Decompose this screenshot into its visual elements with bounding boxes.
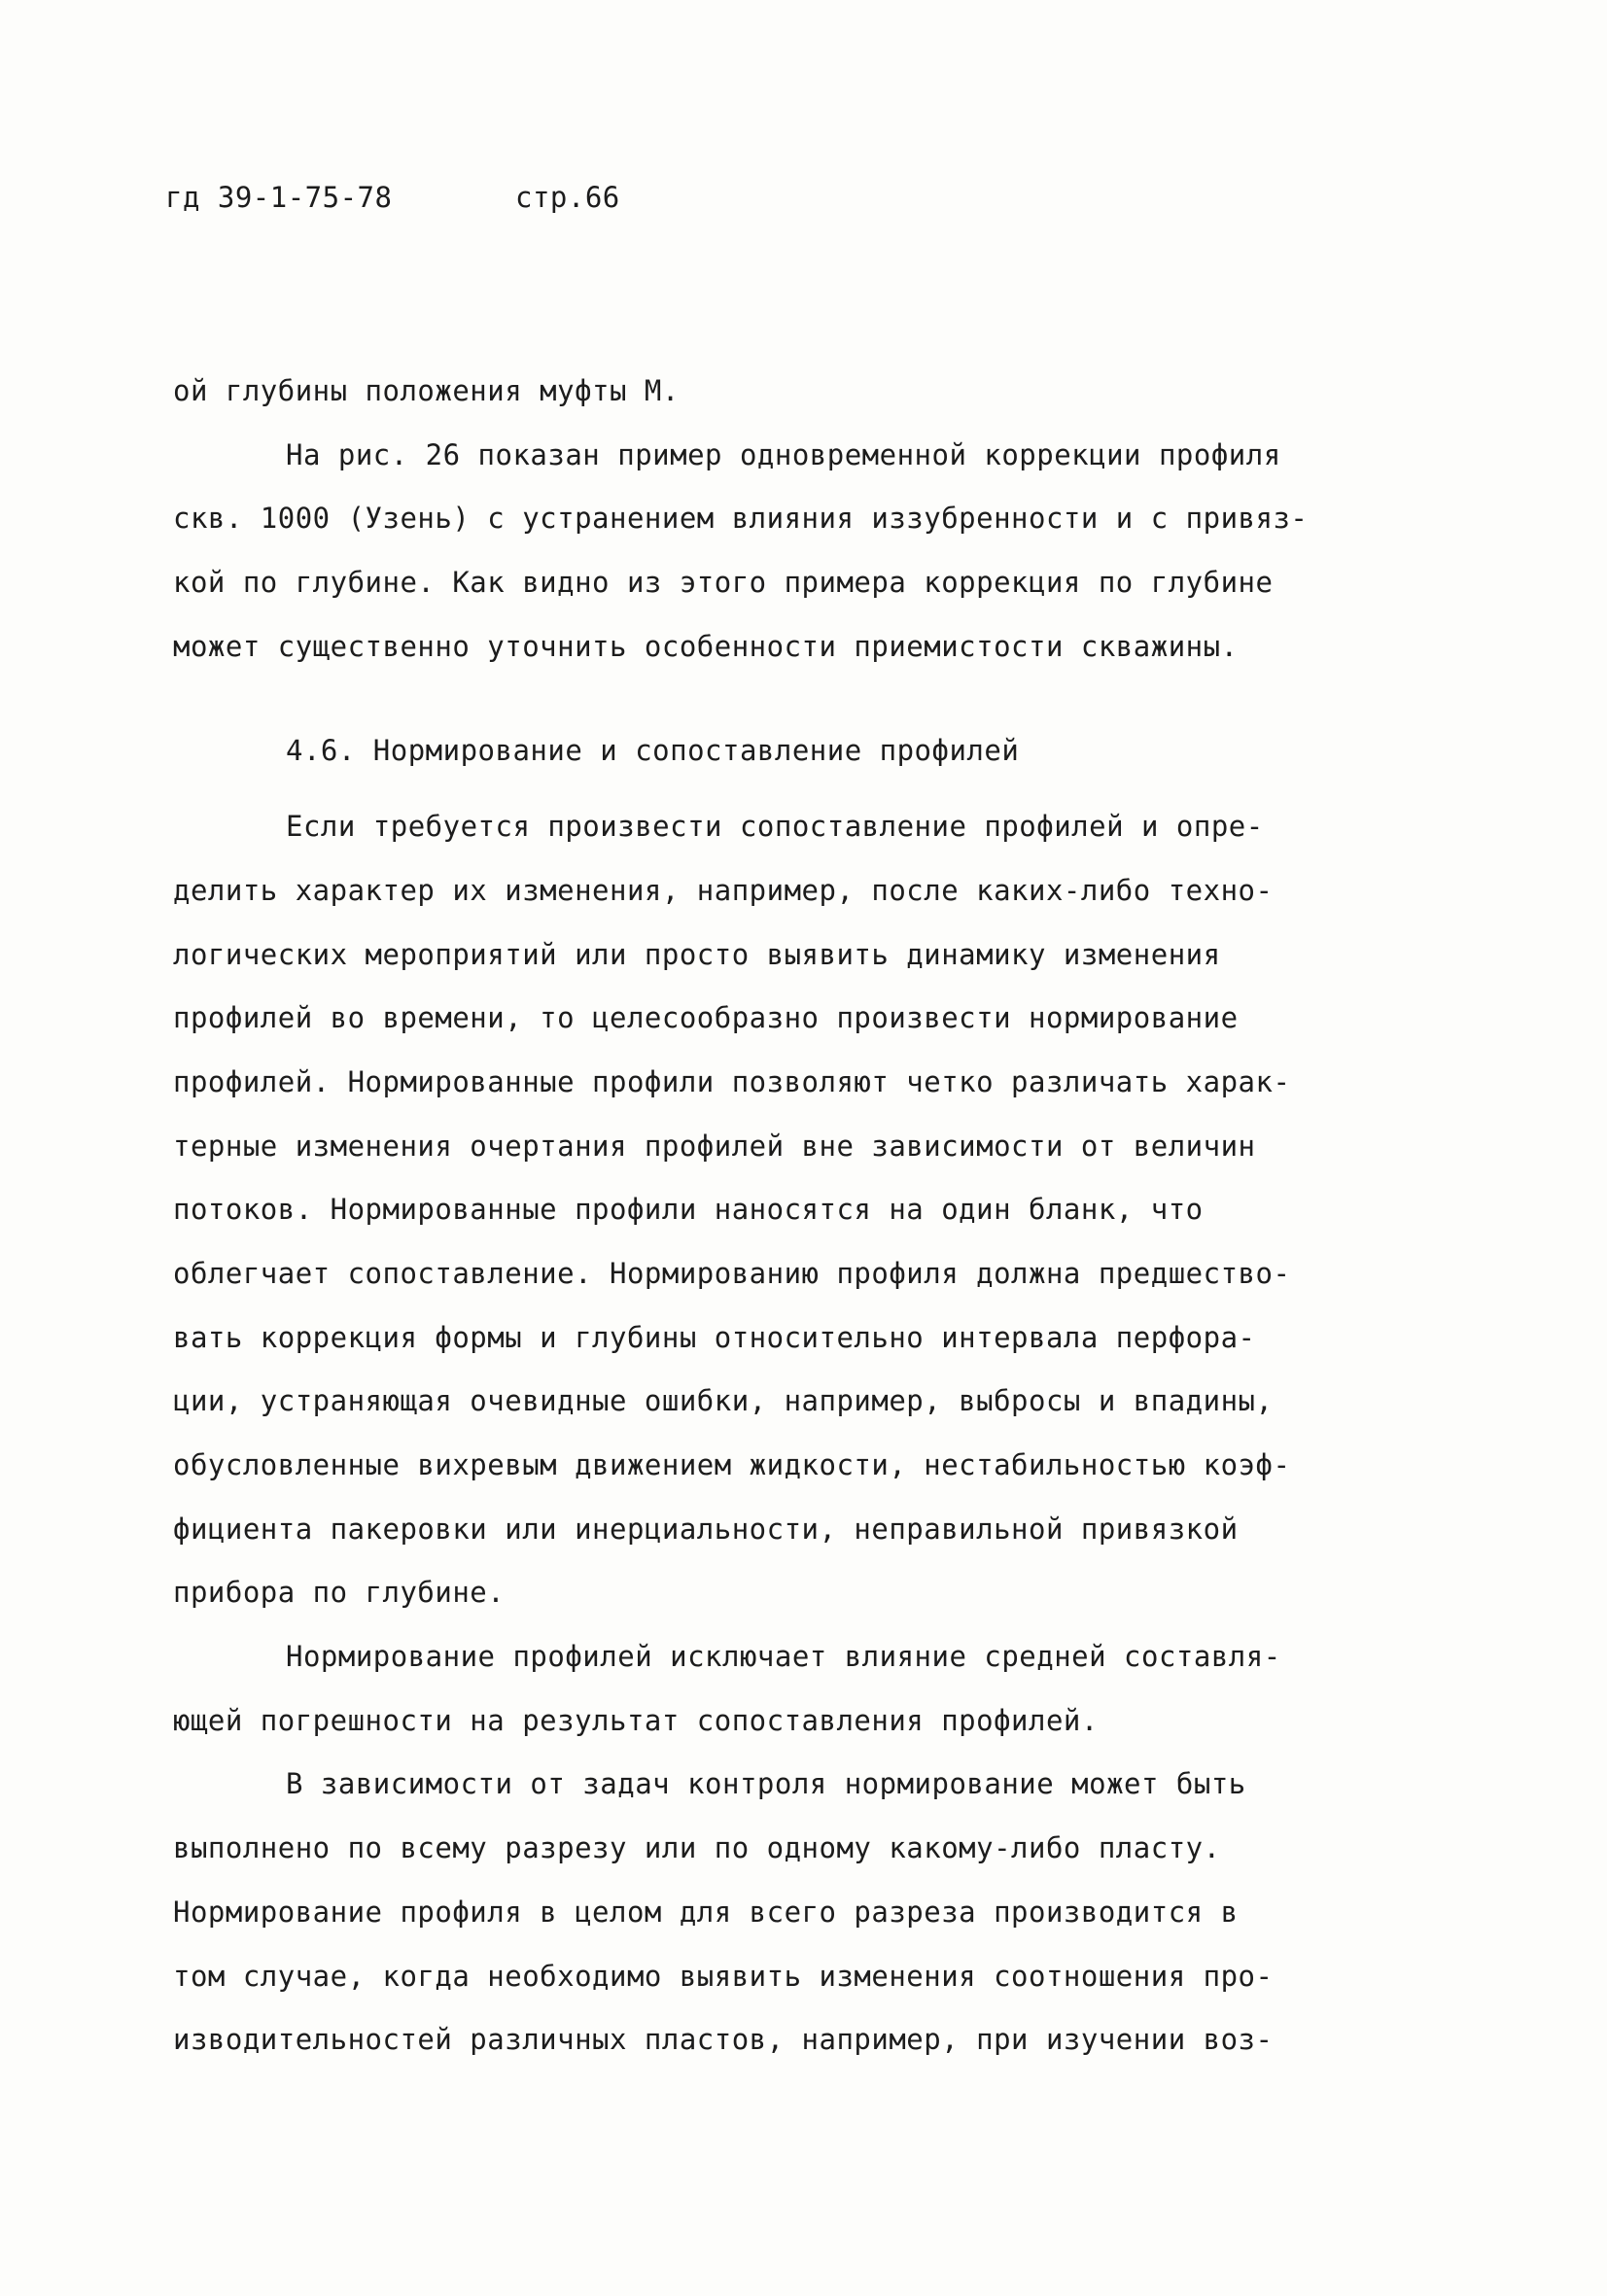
text-line: облегчает сопоставление. Нормированию профиля должна предшество- (173, 1256, 1291, 1290)
text-line: потоков. Нормированные профили наносятся на один бланк, что (173, 1193, 1204, 1227)
section-heading: 4.6. Нормирование и сопоставление профилей (286, 734, 1020, 768)
paragraph-5 (173, 1753, 1456, 2071)
paragraph-3 (173, 795, 1456, 1625)
text-line: ющей погрешности на результат сопоставления профилей. (173, 1703, 1099, 1737)
text-line: делить характер их изменения, например, после каких-либо техно- (173, 873, 1274, 907)
text-line: профилей во времени, то целесообразно произвести нормирование (173, 1001, 1239, 1035)
text-line: ции, устраняющая очевидные ошибки, например, выбросы и впадины, (173, 1384, 1274, 1418)
page-header (165, 181, 620, 214)
page-number: стр.66 (515, 181, 620, 214)
text-line: обусловленные вихревым движением жидкости, нестабильностью коэф- (173, 1448, 1291, 1481)
text-line: На рис. 26 показан пример одновременной коррекции профиля (286, 437, 1281, 471)
paragraph-2 (173, 424, 1456, 679)
text-line: Нормирование профиля в целом для всего разреза производится в (173, 1895, 1239, 1929)
text-line: ой глубины положения муфты М. (173, 374, 680, 407)
paragraph-4 (173, 1625, 1456, 1753)
text-line: терные изменения очертания профилей вне зависимости от величин (173, 1129, 1256, 1163)
text-line: вать коррекция формы и глубины относительно интервала перфора- (173, 1320, 1256, 1354)
text-line: Если требуется произвести сопоставление профилей и опре- (286, 810, 1264, 844)
text-line: В зависимости от задач контроля нормирование может быть (286, 1767, 1246, 1801)
text-line: может существенно уточнить особенности приемистости скважины. (173, 629, 1239, 663)
document-code: гд 39-1-75-78 (165, 181, 393, 214)
text-line: прибора по глубине. (173, 1576, 506, 1610)
paragraph-1 (173, 360, 1456, 424)
section-heading-wrapper (173, 719, 1456, 783)
text-line: профилей. Нормированные профили позволяют четко различать харак- (173, 1064, 1291, 1098)
text-line: фициента пакеровки или инерциальности, неправильной привязкой (173, 1512, 1239, 1546)
text-line: кой по глубине. Как видно из этого примера коррекция по глубине (173, 566, 1274, 600)
text-line: том случае, когда необходимо выявить изменения соотношения про- (173, 1959, 1274, 1993)
text-line: выполнено по всему разрезу или по одному какому-либо пласту. (173, 1831, 1221, 1865)
text-line: логических мероприятий или просто выявить динамику изменения (173, 937, 1221, 971)
text-line: Нормирование профилей исключает влияние средней составля- (286, 1640, 1281, 1674)
body-text (173, 360, 1456, 2072)
text-line: скв. 1000 (Узень) с устранением влияния иззубренности и с привяз- (173, 502, 1309, 536)
text-line: изводительностей различных пластов, например, при изучении воз- (173, 2023, 1274, 2057)
